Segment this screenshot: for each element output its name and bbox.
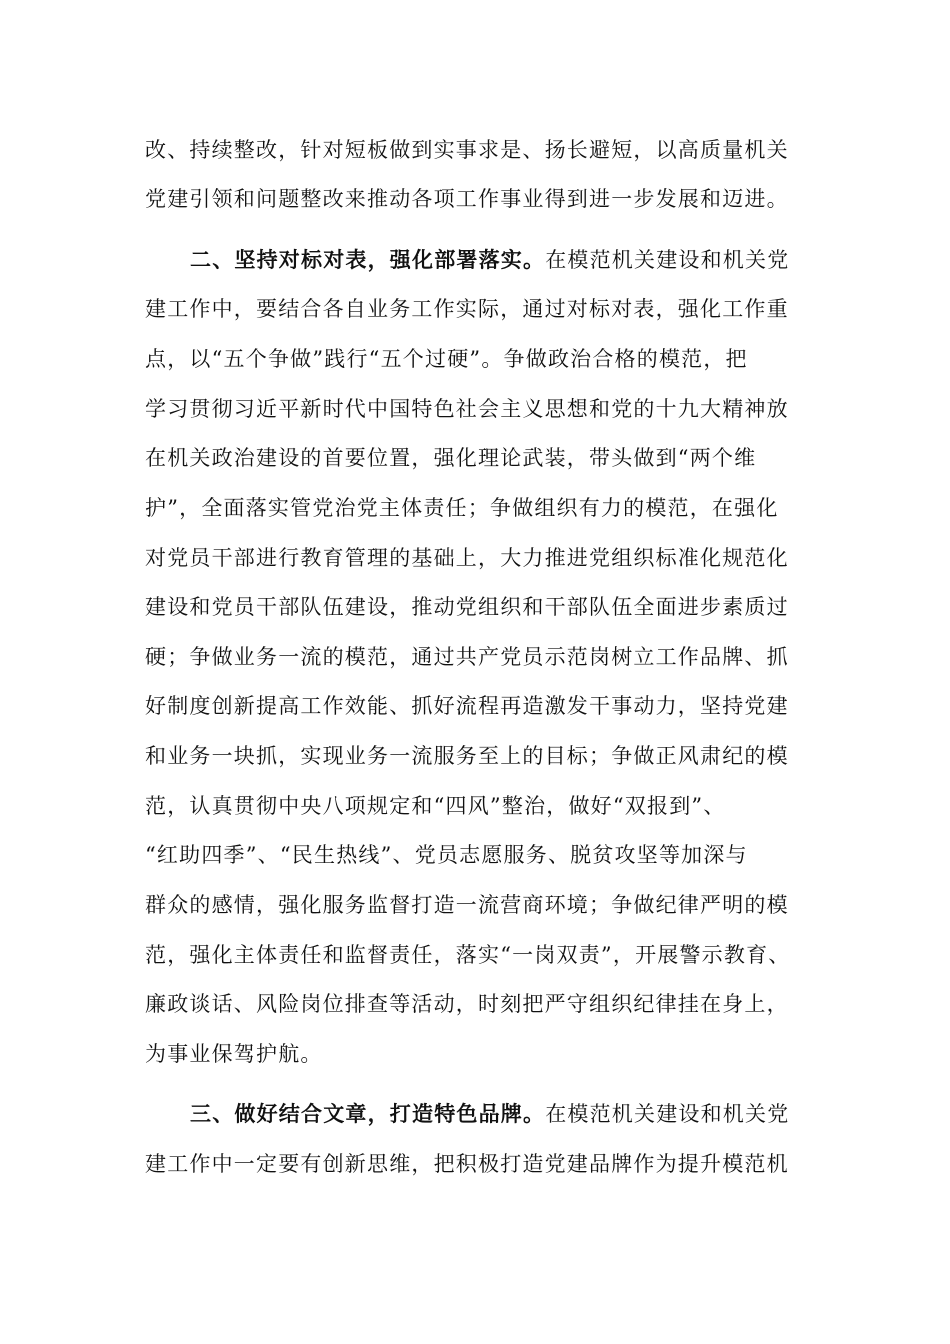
line-text: 范，认真贯彻中央八项规定和“四风”整治，做好“双报到”、 bbox=[145, 794, 726, 818]
line-text: 护”，全面落实管党治党主体责任；争做组织有力的模范，在强化 bbox=[145, 496, 779, 520]
line-text: 党建引领和问题整改来推动各项工作事业得到进一步发展和迈进。 bbox=[145, 187, 789, 211]
line-text: 在机关政治建设的首要位置，强化理论武装，带头做到“两个维 bbox=[145, 446, 757, 470]
text-line bbox=[145, 1039, 845, 1069]
line-text: 建设和党员干部队伍建设，推动党组织和干部队伍全面进步素质过 bbox=[145, 595, 789, 619]
text-line bbox=[145, 294, 845, 324]
line-text: 范，强化主体责任和监督责任，落实“一岗双责”，开展警示教育、 bbox=[145, 943, 791, 967]
text-line bbox=[145, 840, 845, 870]
line-text: 硬；争做业务一流的模范，通过共产党员示范岗树立工作品牌、抓 bbox=[145, 645, 789, 669]
text-line bbox=[145, 135, 845, 165]
line-text: 好制度创新提高工作效能、抓好流程再造激发干事动力，坚持党建 bbox=[145, 694, 789, 718]
line-text: 和业务一块抓，实现业务一流服务至上的目标；争做正风肃纪的模 bbox=[145, 744, 789, 768]
text-line bbox=[145, 791, 845, 821]
section-heading: 二、坚持对标对表，强化部署落实。 bbox=[190, 247, 546, 272]
text-line bbox=[145, 940, 845, 970]
section-heading: 三、做好结合文章，打造特色品牌。 bbox=[190, 1101, 546, 1126]
line-text: 在模范机关建设和机关党 bbox=[545, 248, 790, 272]
text-line bbox=[145, 344, 845, 374]
line-text: 建工作中，要结合各自业务工作实际，通过对标对表，强化工作重 bbox=[145, 297, 789, 321]
line-text: 改、持续整改，针对短板做到实事求是、扬长避短，以高质量机关 bbox=[145, 138, 789, 162]
line-text: 为事业保驾护航。 bbox=[145, 1042, 323, 1066]
text-line bbox=[145, 184, 845, 214]
text-line bbox=[145, 592, 845, 622]
text-line bbox=[145, 691, 845, 721]
text-line bbox=[145, 443, 845, 473]
section-heading-line bbox=[190, 1099, 890, 1129]
text-line bbox=[145, 493, 845, 523]
text-line bbox=[145, 394, 845, 424]
line-text: 学习贯彻习近平新时代中国特色社会主义思想和党的十九大精神放 bbox=[145, 397, 789, 421]
line-text: 廉政谈话、风险岗位排查等活动，时刻把严守组织纪律挂在身上， bbox=[145, 992, 789, 1016]
line-text: 点，以“五个争做”践行“五个过硬”。争做政治合格的模范，把 bbox=[145, 347, 748, 371]
line-text: 对党员干部进行教育管理的基础上，大力推进党组织标准化规范化 bbox=[145, 546, 789, 570]
text-line bbox=[145, 1149, 845, 1179]
text-line bbox=[145, 890, 845, 920]
line-text: 群众的感情，强化服务监督打造一流营商环境；争做纪律严明的模 bbox=[145, 893, 789, 917]
line-text: “红助四季”、“民生热线”、党员志愿服务、脱贫攻坚等加深与 bbox=[145, 843, 748, 867]
section-heading-line bbox=[190, 245, 890, 275]
text-line bbox=[145, 642, 845, 672]
line-text: 建工作中一定要有创新思维，把积极打造党建品牌作为提升模范机 bbox=[145, 1152, 789, 1176]
line-text: 在模范机关建设和机关党 bbox=[545, 1102, 790, 1126]
text-line bbox=[145, 741, 845, 771]
text-line bbox=[145, 989, 845, 1019]
text-line bbox=[145, 543, 845, 573]
